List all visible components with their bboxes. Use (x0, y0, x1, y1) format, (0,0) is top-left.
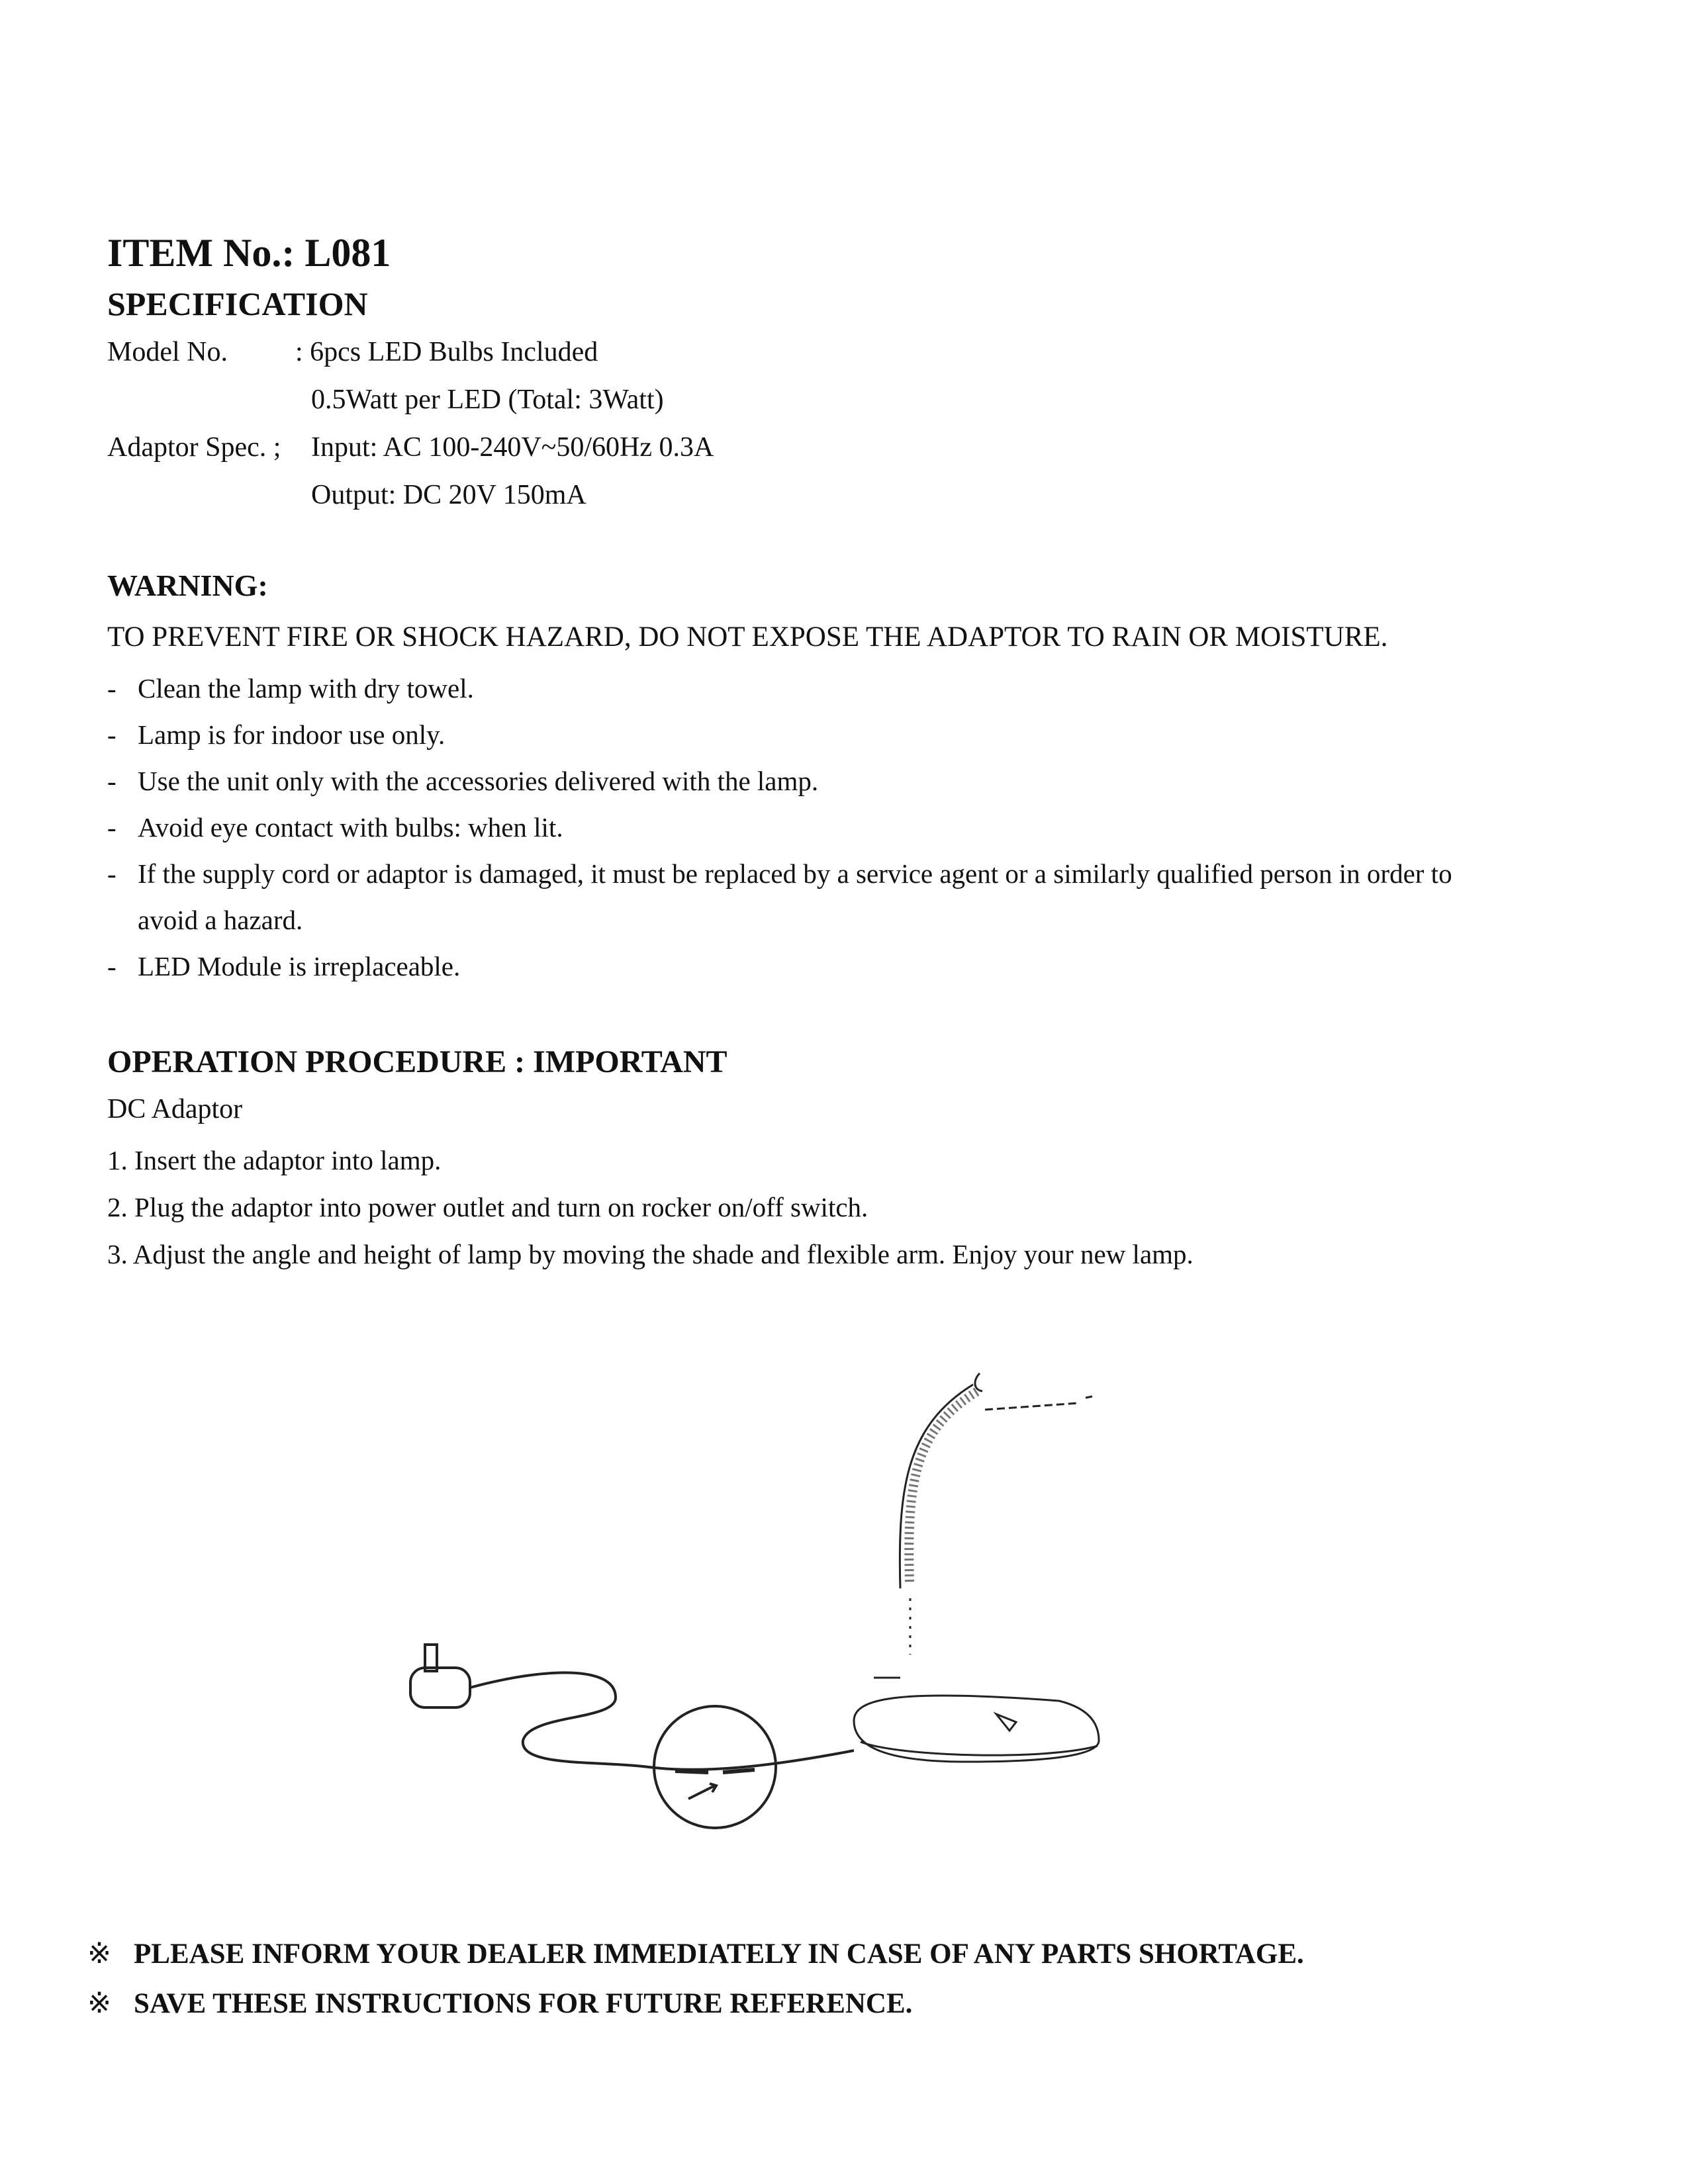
bullet-dash: - (107, 673, 117, 704)
lamp-drawing (854, 1373, 1099, 1762)
model-value-line-2: 0.5Watt per LED (Total: 3Watt) (311, 385, 664, 415)
bullet-dash: - (107, 766, 117, 796)
list-item (107, 758, 1564, 804)
list-item (107, 665, 1564, 711)
operation-procedure-heading: OPERATION PROCEDURE : IMPORTANT (107, 1044, 727, 1079)
flexible-arm (909, 1390, 980, 1582)
lamp-shade-edge (975, 1373, 982, 1391)
item-number-title: ITEM No.: L081 (107, 231, 391, 275)
bullet-dash: - (107, 719, 117, 750)
lamp-shade-tip (1086, 1396, 1092, 1398)
reference-mark-icon: ※ (87, 1988, 112, 2019)
list-item (107, 943, 1564, 989)
model-label: Model No. (107, 337, 228, 367)
warning-list (107, 665, 1564, 989)
adaptor-drawing (410, 1645, 854, 1828)
lamp-base-rim (861, 1742, 1098, 1755)
list-item (107, 804, 1564, 850)
adaptor-body (410, 1668, 470, 1707)
warning-item-text: Use the unit only with the accessories delivered with the lamp. (138, 766, 819, 796)
connection-arrow (688, 1784, 716, 1799)
step-item: 2. Plug the adaptor into power outlet and turn on rocker on/off switch. (107, 1192, 868, 1222)
adaptor-spec-label: Adaptor Spec. ; (107, 432, 281, 463)
warning-statement: TO PREVENT FIRE OR SHOCK HAZARD, DO NOT EXPOSE THE ADAPTOR TO RAIN OR MOISTURE. (107, 621, 1388, 653)
bullet-dash: - (107, 858, 117, 889)
note-line (87, 1929, 1304, 1979)
warning-item-text: Clean the lamp with dry towel. (138, 673, 474, 704)
step-item: 1. Insert the adaptor into lamp. (107, 1145, 442, 1175)
note-line (87, 1979, 1304, 2028)
connection-detail-circle (654, 1706, 776, 1828)
lamp-shade-bottom (985, 1403, 1079, 1410)
warning-item-text: LED Module is irreplaceable. (138, 951, 461, 981)
adaptor-cord (470, 1672, 854, 1769)
list-item (107, 850, 1501, 943)
warning-heading: WARNING: (107, 569, 268, 602)
specification-heading: SPECIFICATION (107, 285, 368, 322)
notes-section (87, 1929, 1304, 2028)
warning-item-text: Avoid eye contact with bulbs: when lit. (138, 812, 563, 842)
note-text: SAVE THESE INSTRUCTIONS FOR FUTURE REFERENCE. (134, 1988, 913, 2019)
list-item (107, 711, 1564, 758)
rocker-switch (996, 1714, 1016, 1731)
step-item: 3. Adjust the angle and height of lamp by moving the shade and flexible arm. Enjoy your new lamp. (107, 1239, 1194, 1269)
adaptor-output-value: Output: DC 20V 150mA (311, 480, 586, 510)
reference-mark-icon: ※ (87, 1938, 112, 1970)
bullet-dash: - (107, 812, 117, 842)
model-value-line-1: : 6pcs LED Bulbs Included (295, 337, 598, 367)
adaptor-input-value: Input: AC 100-240V~50/60Hz 0.3A (311, 432, 714, 463)
lamp-and-adaptor-illustration (397, 1284, 1225, 1919)
bullet-dash: - (107, 951, 117, 981)
flexible-arm-edge (900, 1385, 973, 1588)
note-text: PLEASE INFORM YOUR DEALER IMMEDIATELY IN CASE OF ANY PARTS SHORTAGE. (134, 1938, 1304, 1970)
warning-item-text: Lamp is for indoor use only. (138, 719, 445, 750)
dc-adaptor-subheading: DC Adaptor (107, 1094, 243, 1124)
warning-item-text: If the supply cord or adaptor is damaged, it must be replaced by a service agent or a similarly qualified person in order to avoid a hazard. (138, 858, 1452, 935)
operation-steps (107, 1137, 1194, 1278)
